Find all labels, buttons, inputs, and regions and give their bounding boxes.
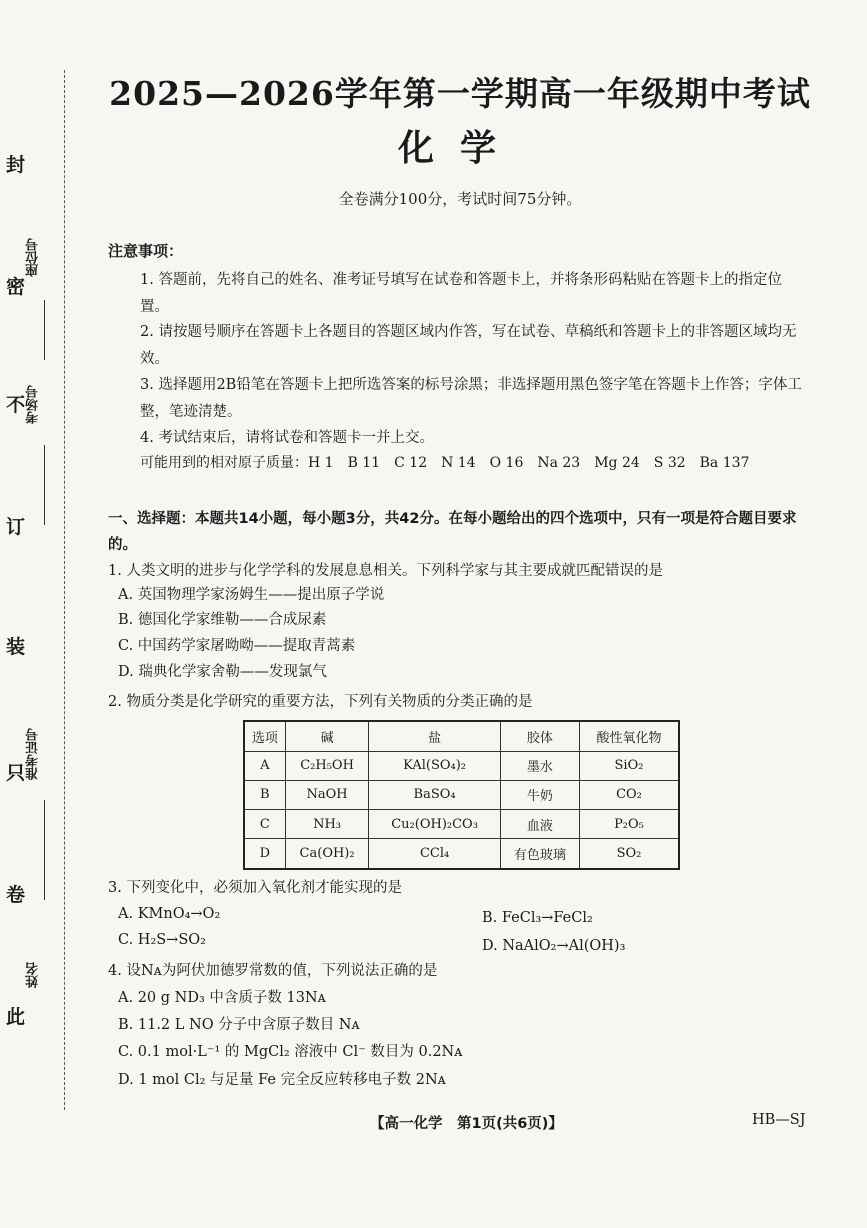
notice-item: 3. 选择题用2B铅笔在答题卡上把所选答案的标号涂黑；非选择题用黑色签字笔在答题卡上作答；字体工整，笔迹清楚。: [140, 377, 802, 420]
question-1-option-c: C. 中国药学家屠呦呦——提取青蒿素: [118, 638, 356, 654]
table-cell: D: [244, 839, 285, 869]
binding-char: 此: [6, 1006, 26, 1028]
seat-number-blank[interactable]: [44, 300, 45, 360]
table-cell: NaOH: [285, 780, 369, 809]
question-4-stem: 4. 设Nᴀ为阿伏加德罗常数的值，下列说法正确的是: [108, 963, 438, 979]
table-cell: Cu₂(OH)₂CO₃: [369, 810, 500, 839]
table-header: 盐: [369, 721, 500, 751]
question-3-option-d: D. NaAlO₂→Al(OH)₃: [482, 938, 626, 954]
table-cell: CCl₄: [369, 839, 500, 869]
table-header-row: [244, 721, 679, 751]
question-4-option-d: D. 1 mol Cl₂ 与足量 Fe 完全反应转移电子数 2Nᴀ: [118, 1072, 446, 1088]
binding-char: 订: [6, 516, 26, 538]
question-1-stem: 1. 人类文明的进步与化学学科的发展息息相关。下列科学家与其主要成就匹配错误的是: [108, 563, 663, 579]
table-cell: BaSO₄: [369, 780, 500, 809]
table-cell: C: [244, 810, 285, 839]
question-3-option-a: A. KMnO₄→O₂: [118, 906, 221, 922]
table-header: 酸性氧化物: [579, 721, 679, 751]
exam-room-label: 考场号: [26, 385, 41, 424]
question-3-option-b: B. FeCl₃→FeCl₂: [482, 910, 593, 926]
question-1-option-a: A. 英国物理学家汤姆生——提出原子学说: [118, 587, 385, 603]
table-cell: 血液: [500, 810, 579, 839]
section-heading: 一、选择题：本题共14小题，每小题3分，共42分。在每小题给出的四个选项中，只有一项是符合题目要求的。: [108, 511, 797, 553]
table-row: [244, 780, 679, 809]
notice-item: 1. 答题前，先将自己的姓名、准考证号填写在试卷和答题卡上，并将条形码粘贴在答题卡上的指定位置。: [140, 272, 782, 315]
atomic-masses: 可能用到的相对原子质量：H 1 B 11 C 12 N 14 O 16 Na 23 Mg 24 S 32 Ba 137: [140, 455, 750, 471]
table-cell: 有色玻璃: [500, 839, 579, 869]
table-cell: KAl(SO₄)₂: [369, 751, 500, 780]
question-3-stem: 3. 下列变化中，必须加入氧化剂才能实现的是: [108, 880, 402, 896]
exam-info: 全卷满分100分，考试时间75分钟。: [338, 190, 582, 208]
subject-title: 化学: [397, 128, 522, 169]
table-row: [244, 810, 679, 839]
notice-heading: 注意事项：: [108, 242, 184, 260]
binding-margin: [0, 0, 95, 1228]
exam-title: 2025—2026学年第一学期高一年级期中考试: [109, 74, 811, 113]
table-row: [244, 751, 679, 780]
table-cell: CO₂: [579, 780, 679, 809]
question-3-option-c: C. H₂S→SO₂: [118, 932, 206, 948]
name-label: 姓名: [26, 962, 41, 988]
question-4-option-a: A. 20 g ND₃ 中含质子数 13Nᴀ: [118, 990, 326, 1006]
binding-char: 不: [6, 394, 26, 416]
admission-number-blank[interactable]: [44, 800, 45, 900]
seat-number-label: 座位号: [26, 238, 41, 277]
admission-number-label: 准考证号: [26, 728, 41, 780]
table-header: 胶体: [500, 721, 579, 751]
table-header: 碱: [285, 721, 369, 751]
question-4-option-b: B. 11.2 L NO 分子中含原子数目 Nᴀ: [118, 1017, 360, 1033]
table-cell: B: [244, 780, 285, 809]
binding-char: 卷: [6, 884, 26, 906]
notice-item: 4. 考试结束后，请将试卷和答题卡一并上交。: [140, 430, 434, 446]
question-1-option-d: D. 瑞典化学家舍勒——发现氯气: [118, 664, 327, 680]
question-2-stem: 2. 物质分类是化学研究的重要方法，下列有关物质的分类正确的是: [108, 694, 533, 710]
binding-char: 只: [6, 762, 26, 784]
table-cell: P₂O₅: [579, 810, 679, 839]
page-footer: 【高一化学 第1页(共6页)】: [370, 1116, 563, 1132]
binding-char: 密: [6, 276, 26, 298]
binding-dashed-line: [64, 70, 65, 1110]
question-4-option-c: C. 0.1 mol·L⁻¹ 的 MgCl₂ 溶液中 Cl⁻ 数目为 0.2Nᴀ: [118, 1044, 463, 1060]
classification-table: [243, 720, 680, 870]
table-cell: A: [244, 751, 285, 780]
table-cell: SO₂: [579, 839, 679, 869]
exam-room-blank[interactable]: [44, 445, 45, 525]
table-cell: SiO₂: [579, 751, 679, 780]
table-cell: 墨水: [500, 751, 579, 780]
notice-item: 2. 请按题号顺序在答题卡上各题目的答题区域内作答，写在试卷、草稿纸和答题卡上的非答题区域均无效。: [140, 324, 797, 367]
table-cell: NH₃: [285, 810, 369, 839]
binding-char: 装: [6, 636, 26, 658]
table-cell: 牛奶: [500, 780, 579, 809]
binding-char: 封: [6, 154, 26, 176]
table-header: 选项: [244, 721, 285, 751]
table-cell: Ca(OH)₂: [285, 839, 369, 869]
paper-code: HB—SJ: [752, 1112, 806, 1128]
question-1-option-b: B. 德国化学家维勒——合成尿素: [118, 612, 327, 628]
table-cell: C₂H₅OH: [285, 751, 369, 780]
table-row: [244, 839, 679, 869]
